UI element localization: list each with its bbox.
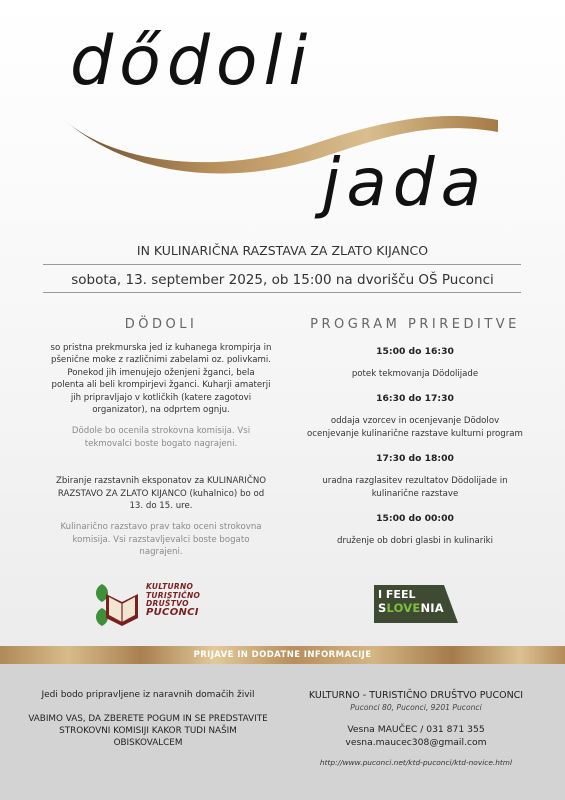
ktd-line3: DRUŠTVO (146, 599, 189, 609)
ktd-logo-text (146, 583, 200, 617)
program-heading: PROGRAM PRIREDITVE (310, 317, 520, 332)
dodoli-intro: so pristna prekmurska jed iz kuhanega krompirja in pšenične moke z različnimi zabelami oz. polivkami. Ponekod jih imenujejo oženjeni žganci, bela polenta ali beli krompirjevi žganci. Kuharji amaterji jih pripravljajo v kotličkih (katere zagotovi organizator), na odprtem ognju. (50, 343, 272, 416)
natural-ingredients-note: Jedi bodo pripravljene iz naravnih domačih živil (41, 690, 255, 700)
dodoli-column (50, 317, 272, 568)
program-time: 17:30 do 18:00 (376, 453, 454, 465)
dodoli-heading: DÖDOLI (124, 317, 198, 332)
footer-left (28, 690, 268, 749)
title-dodoli: dődoli (70, 22, 314, 101)
website-link[interactable]: http://www.puconci.net/ktd-puconci/ktd-novice.html (319, 758, 513, 767)
contact-email[interactable]: vesna.maucec308@gmail.com (345, 737, 487, 748)
program-time: 15:00 do 00:00 (376, 513, 454, 525)
program-time: 16:30 do 17:30 (376, 393, 454, 405)
divider-top (43, 264, 521, 265)
program-desc: oddaja vzorcev in ocenjevanje Dödolov ocenjevanje kulinarične razstave kulturni program (307, 416, 523, 439)
program-desc: potek tekmovanja Dödolijade (351, 369, 479, 379)
divider-bottom (43, 292, 521, 293)
ktd-line2: TURISTIČNO (146, 590, 201, 600)
title-jada: jada (322, 144, 488, 221)
footer-right (296, 690, 536, 767)
ktd-line1: KULTURNO (146, 582, 194, 591)
registration-banner-label: PRIJAVE IN DODATNE INFORMACIJE (193, 650, 372, 660)
organizer-address: Puconci 80, Puconci, 9201 Puconci (350, 703, 482, 712)
jury-note: Dödole bo ocenila strokovna komisija. Vsi tekmovalci boste bogato nagrajeni. (71, 426, 251, 449)
program-desc: druženje ob dobri glasbi in kulinariki (336, 536, 493, 547)
program-desc: uradna razglasitev rezultatov Dödolijade in kulinarične razstave (322, 476, 508, 499)
event-date: sobota, 13. september 2025, ob 15:00 na dvorišču OŠ Puconci (71, 272, 494, 288)
invitation-text: VABIMO VAS, DA ZBERETE POGUM IN SE PREDSTAVITE STROKOVNI KOMISIJI KAKOR TUDI NAŠIM OBISKOVALCEM (28, 714, 268, 748)
program-time: 15:00 do 16:30 (376, 346, 454, 357)
subtitle: IN KULINARIČNA RAZSTAVA ZA ZLATO KIJANCO (136, 243, 429, 258)
slovenia-line1: I FEEL (378, 588, 416, 601)
ktd-line4: PUCONCI (146, 606, 199, 618)
exhibition-note: Kulinarično razstavo prav tako oceni strokovna komisija. Vsi razstavljevalci boste bogato nagrajeni. (60, 522, 262, 558)
collection-note: Zbiranje razstavnih eksponatov za KULINARIČNO RAZSTAVO ZA ZLATO KIJANCO (kuhalnico) bo od 13. do 15. ure. (55, 476, 267, 512)
organizer-name: KULTURNO - TURISTIČNO DRUŠTVO PUCONCI (308, 690, 524, 701)
contact-person: Vesna MAUČEC / 031 871 355 (347, 724, 485, 735)
slovenia-line2: SLOVENIA (378, 601, 444, 615)
program-column (305, 317, 525, 560)
